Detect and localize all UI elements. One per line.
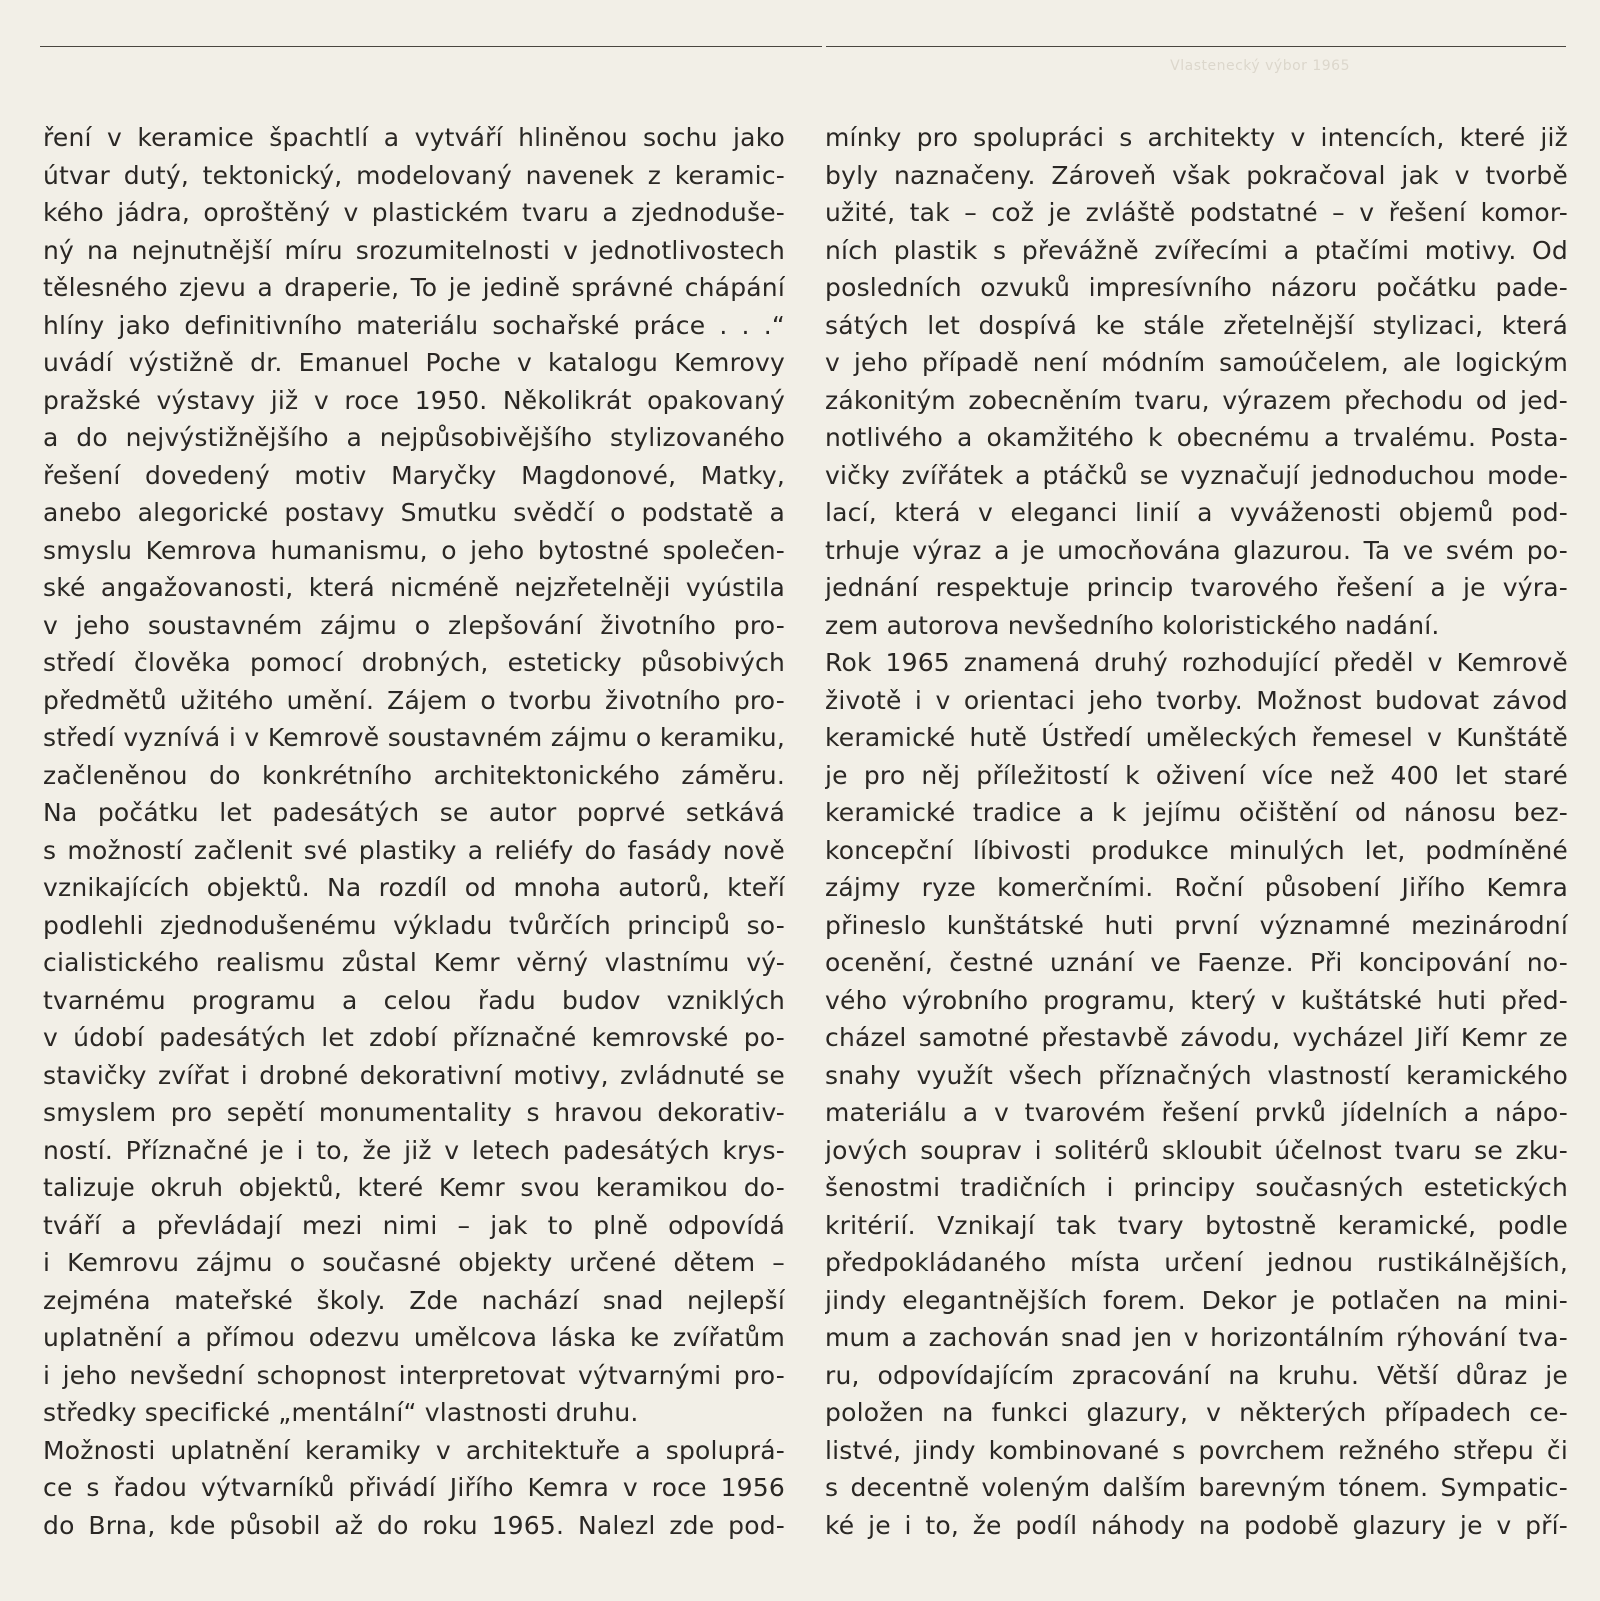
text-line: i Kemrovu zájmu o současné objekty určené dětem – <box>43 1248 785 1277</box>
text-line: v údobí padesátých let zdobí příznačné kemrovské po- <box>43 1023 785 1052</box>
text-line: keramické tradice a k jejímu očištění od nánosu bez- <box>825 798 1568 827</box>
text-line: i jeho nevšední schopnost interpretovat výtvarnými pro- <box>43 1360 785 1390</box>
text-line: uplatnění a přímou odezvu umělcova láska ke zvířatům <box>43 1323 785 1352</box>
text-line: v jeho případě není módním samoúčelem, ale logickým <box>825 348 1568 377</box>
top-rule-left <box>40 46 822 47</box>
text-line: cialistického realismu zůstal Kemr věrný vlastnímu vý- <box>43 948 785 977</box>
text-line: užité, tak – což je zvláště podstatné – v řešení komor- <box>825 198 1568 227</box>
text-line: pražské výstavy již v roce 1950. Několikrát opakovaný <box>43 385 785 415</box>
text-line: ké je i to, že podíl náhody na podobě glazury je v pří- <box>825 1510 1568 1540</box>
text-line: trhuje výraz a je umocňována glazurou. Ta ve svém po- <box>825 535 1568 565</box>
text-line: začleněnou do konkrétního architektonického záměru. <box>43 760 785 790</box>
text-line: talizuje okruh objektů, které Kemr svou keramikou do- <box>43 1173 785 1202</box>
text-line: tělesného zjevu a draperie, To je jedině správné chápání <box>43 273 785 302</box>
text-line: anebo alegorické postavy Smutku svědčí o podstatě a <box>43 498 785 527</box>
text-line: řešení dovedený motiv Maryčky Magdonové, Matky, <box>43 460 785 490</box>
text-line: ření v keramice špachtlí a vytváří hliněnou sochu jako <box>43 123 785 152</box>
text-line: sátých let dospívá ke stále zřetelnější stylizaci, která <box>825 310 1568 340</box>
text-line: předmětů užitého umění. Zájem o tvorbu životního pro- <box>43 685 785 715</box>
text-line: Rok 1965 znamená druhý rozhodující předěl v Kemrově <box>825 648 1568 677</box>
text-line: s decentně voleným dalším barevným tónem. Sympatic- <box>825 1473 1568 1502</box>
text-line: stavičky zvířat i drobné dekorativní motivy, zvládnuté se <box>43 1060 785 1090</box>
text-line: v jeho soustavném zájmu o zlepšování životního pro- <box>43 610 785 640</box>
text-line: cházel samotné přestavbě závodu, vycházel Jiří Kemr ze <box>825 1023 1568 1052</box>
text-line: keramické hutě Ústředí uměleckých řemesel v Kunštátě <box>825 723 1568 752</box>
text-line: vznikajících objektů. Na rozdíl od mnoha autorů, kteří <box>43 873 785 902</box>
text-line: jednání respektuje princip tvarového řešení a je výra- <box>825 573 1568 602</box>
text-line: materiálu a v tvarovém řešení prvků jídelních a nápo- <box>825 1098 1568 1127</box>
text-line: středí člověka pomocí drobných, esteticky působivých <box>43 648 785 677</box>
text-line: uvádí výstižně dr. Emanuel Poche v katalogu Kemrovy <box>43 348 785 377</box>
text-line: jových souprav i solitérů skloubit účelnost tvaru se zku- <box>825 1135 1568 1165</box>
text-line: ce s řadou výtvarníků přivádí Jiřího Kemra v roce 1956 <box>43 1473 785 1502</box>
faint-running-header: Vlastenecký výbor 1965 <box>1170 58 1350 74</box>
text-line: je pro něj příležitostí k oživení více než 400 let staré <box>825 760 1568 790</box>
text-line: životě i v orientaci jeho tvorby. Možnost budovat závod <box>825 685 1568 715</box>
text-line: ností. Příznačné je i to, že již v letech padesátých krys- <box>43 1135 785 1165</box>
text-line: kritérií. Vznikají tak tvary bytostně keramické, podle <box>825 1210 1568 1240</box>
top-rule-right <box>826 46 1566 47</box>
text-line: ocenění, čestné uznání ve Faenze. Při koncipování no- <box>825 948 1568 977</box>
text-line: mínky pro spolupráci s architekty v intencích, které již <box>825 123 1568 152</box>
text-line: zájmy ryze komerčními. Roční působení Jiřího Kemra <box>825 873 1568 902</box>
text-line: středí vyznívá i v Kemrově soustavném zájmu o keramiku, <box>43 723 785 752</box>
text-line: listvé, jindy kombinované s povrchem režného střepu či <box>825 1435 1568 1465</box>
text-line: ské angažovanosti, která nicméně nejzřetelněji vyústila <box>43 573 785 602</box>
text-line: mum a zachován snad jen v horizontálním rýhování tva- <box>825 1323 1568 1352</box>
text-line: vého výrobního programu, který v kuštátské huti před- <box>825 985 1568 1015</box>
text-line: smyslu Kemrova humanismu, o jeho bytostné společen- <box>43 535 785 565</box>
text-line: zákonitým zobecněním tvaru, výrazem přechodu od jed- <box>825 385 1568 415</box>
text-line: zejména mateřské školy. Zde nachází snad nejlepší <box>43 1285 785 1315</box>
text-line: položen na funkci glazury, v některých případech ce- <box>825 1398 1568 1427</box>
text-line: hlíny jako definitivního materiálu sochařské práce . . .“ <box>43 310 785 340</box>
text-line: byly naznačeny. Zároveň však pokračoval jak v tvorbě <box>825 160 1568 190</box>
text-line: do Brna, kde působil až do roku 1965. Nalezl zde pod- <box>43 1510 785 1540</box>
text-line: Možnosti uplatnění keramiky v architektuře a spoluprá- <box>43 1435 785 1465</box>
text-line: středky specifické „mentální“ vlastnosti druhu. <box>43 1398 639 1427</box>
text-line: Na počátku let padesátých se autor poprvé setkává <box>43 798 785 827</box>
text-line: posledních ozvuků impresívního názoru počátku pade- <box>825 273 1568 302</box>
left-text-column <box>43 119 785 1544</box>
text-line: notlivého a okamžitého k obecnému a trvalému. Posta- <box>825 423 1568 452</box>
text-line: útvar dutý, tektonický, modelovaný navenek z keramic- <box>43 160 785 190</box>
text-line: lací, která v eleganci linií a vyváženosti objemů pod- <box>825 498 1568 527</box>
text-line: ru, odpovídajícím zpracování na kruhu. Větší důraz je <box>825 1360 1568 1390</box>
text-line: koncepční líbivosti produkce minulých let, podmíněné <box>825 835 1568 865</box>
text-line: šenostmi tradičních i principy současných estetických <box>825 1173 1568 1202</box>
text-line: tvarnému programu a celou řadu budov vzniklých <box>43 985 785 1015</box>
right-text-column <box>825 119 1568 1544</box>
text-line: snahy využít všech příznačných vlastností keramického <box>825 1060 1568 1090</box>
text-line: vičky zvířátek a ptáčků se vyznačují jednoduchou mode- <box>825 460 1568 490</box>
text-line: zem autorova nevšedního koloristického nadání. <box>825 610 1440 640</box>
text-line: podlehli zjednodušenému výkladu tvůrčích principů so- <box>43 910 785 940</box>
text-line: předpokládaného místa určení jednou rustikálnějších, <box>825 1248 1568 1277</box>
text-line: ný na nejnutnější míru srozumitelnosti v jednotlivostech <box>43 235 785 265</box>
text-line: a do nejvýstižnějšího a nejpůsobivějšího stylizovaného <box>43 423 785 452</box>
text-line: ních plastik s převážně zvířecími a ptačími motivy. Od <box>825 235 1568 265</box>
text-line: kého jádra, oproštěný v plastickém tvaru a zjednoduše- <box>43 198 785 227</box>
text-line: s možností začlenit své plastiky a reliéfy do fasády nově <box>43 835 785 865</box>
text-line: jindy elegantnějších forem. Dekor je potlačen na mini- <box>825 1285 1568 1315</box>
text-line: smyslem pro sepětí monumentality s hravou dekorativ- <box>43 1098 785 1127</box>
text-line: přineslo kunštátské huti první významné mezinárodní <box>825 910 1568 940</box>
text-line: tváří a převládají mezi nimi – jak to plně odpovídá <box>43 1210 785 1240</box>
